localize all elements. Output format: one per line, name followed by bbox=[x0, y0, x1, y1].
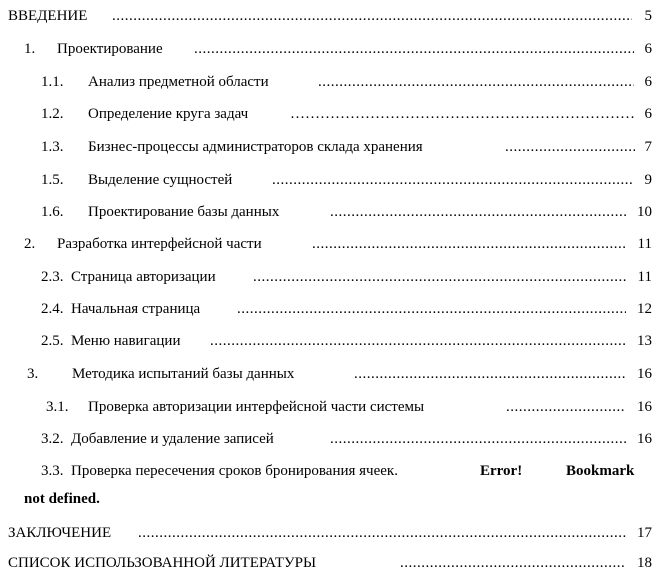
toc-leader-dots bbox=[312, 232, 626, 256]
toc-entry-s1-2[interactable] bbox=[0, 102, 666, 126]
toc-entry-title: Проверка авторизации интерфейсной части системы bbox=[88, 399, 425, 415]
toc-entry-page: 11 bbox=[637, 269, 652, 285]
toc-leader-dots bbox=[210, 329, 626, 353]
toc-leader-dots bbox=[330, 427, 626, 451]
toc-entry-s3[interactable] bbox=[0, 362, 666, 386]
toc-entry-page: 16 bbox=[637, 431, 652, 447]
toc-entry-number: 3.1. bbox=[46, 399, 69, 415]
bookmark-error-text: Bookmark bbox=[566, 463, 635, 479]
toc-entry-s1-5[interactable] bbox=[0, 168, 666, 192]
toc-entry-number: 1.5. bbox=[41, 172, 64, 188]
toc-entry-page: 11 bbox=[637, 236, 652, 252]
toc-entry-page: 16 bbox=[637, 366, 652, 382]
toc-entry-s3-3-continued bbox=[0, 487, 666, 511]
toc-entry-title: Меню навигации bbox=[71, 333, 181, 349]
toc-entry-number: 3.3. bbox=[41, 463, 64, 479]
toc-entry-s1-6[interactable] bbox=[0, 200, 666, 224]
toc-leader-dots bbox=[354, 362, 626, 386]
toc-entry-title: Выделение сущностей bbox=[88, 172, 233, 188]
toc-entry-title: Бизнес-процессы администраторов склада хранения bbox=[88, 139, 423, 155]
bookmark-error-text: Error! bbox=[480, 463, 523, 479]
toc-entry-title: Определение круга задач bbox=[88, 106, 249, 122]
toc-entry-number: 2. bbox=[24, 236, 36, 252]
toc-entry-s2-5[interactable] bbox=[0, 329, 666, 353]
toc-entry-intro[interactable] bbox=[0, 4, 666, 28]
toc-entry-page: 6 bbox=[644, 106, 652, 122]
toc-entry-number: 1.3. bbox=[41, 139, 64, 155]
toc-leader-dots bbox=[330, 200, 626, 224]
toc-entry-s3-3[interactable] bbox=[0, 459, 666, 483]
toc-entry-title: Проектирование базы данных bbox=[88, 204, 280, 220]
toc-entry-page: 5 bbox=[644, 8, 652, 24]
toc-leader-dots bbox=[318, 70, 634, 94]
toc-entry-s1-1[interactable] bbox=[0, 70, 666, 94]
toc-entry-title: Добавление и удаление записей bbox=[71, 431, 274, 447]
toc-entry-page: 9 bbox=[644, 172, 652, 188]
toc-entry-title: ЗАКЛЮЧЕНИЕ bbox=[8, 525, 112, 541]
toc-entry-number: 2.4. bbox=[41, 301, 64, 317]
toc-entry-title: СПИСОК ИСПОЛЬЗОВАННОЙ ЛИТЕРАТУРЫ bbox=[8, 555, 317, 571]
toc-entry-page: 10 bbox=[637, 204, 652, 220]
toc-entry-number: 3. bbox=[27, 366, 39, 382]
toc-entry-page: 13 bbox=[637, 333, 652, 349]
toc-entry-title: Анализ предметной области bbox=[88, 74, 269, 90]
toc-entry-number: 2.3. bbox=[41, 269, 64, 285]
toc-entry-number: 1.2. bbox=[41, 106, 64, 122]
toc-entry-number: 2.5. bbox=[41, 333, 64, 349]
toc-entry-s2-4[interactable] bbox=[0, 297, 666, 321]
toc-leader-dots bbox=[194, 37, 634, 61]
toc-entry-s3-1[interactable] bbox=[0, 395, 666, 419]
toc-leader-dots bbox=[272, 168, 634, 192]
toc-entry-title: Начальная страница bbox=[71, 301, 201, 317]
toc-entry-s2-3[interactable] bbox=[0, 265, 666, 289]
toc-leader-dots bbox=[290, 102, 634, 126]
toc-entry-title: Проверка пересечения сроков бронирования ячеек. bbox=[71, 463, 398, 479]
toc-entry-page: 6 bbox=[644, 74, 652, 90]
toc-leader-dots bbox=[400, 551, 626, 575]
toc-leader-dots bbox=[505, 135, 635, 159]
toc-entry-page: 7 bbox=[644, 139, 652, 155]
toc-entry-page: 16 bbox=[637, 399, 652, 415]
toc-entry-title: Разработка интерфейсной части bbox=[57, 236, 262, 252]
toc-entry-s2[interactable] bbox=[0, 232, 666, 256]
toc-entry-title: ВВЕДЕНИЕ bbox=[8, 8, 88, 24]
toc-entry-s1[interactable] bbox=[0, 37, 666, 61]
toc-entry-number: 1. bbox=[24, 41, 36, 57]
toc-entry-title: Страница авторизации bbox=[71, 269, 216, 285]
toc-entry-number: 3.2. bbox=[41, 431, 64, 447]
toc-entry-s1-3[interactable] bbox=[0, 135, 666, 159]
toc-leader-dots bbox=[112, 4, 632, 28]
toc-leader-dots bbox=[253, 265, 626, 289]
toc-entry-page: 6 bbox=[644, 41, 652, 57]
toc-entry-title: Методика испытаний базы данных bbox=[72, 366, 295, 382]
toc-entry-conclusion[interactable] bbox=[0, 521, 666, 545]
toc-entry-page: 12 bbox=[637, 301, 652, 317]
bookmark-error-text: not defined. bbox=[24, 491, 100, 507]
toc-leader-dots bbox=[138, 521, 626, 545]
toc-entry-references[interactable] bbox=[0, 551, 666, 575]
toc-entry-number: 1.1. bbox=[41, 74, 64, 90]
toc-entry-title: Проектирование bbox=[57, 41, 163, 57]
toc-entry-page: 17 bbox=[637, 525, 652, 541]
toc-entry-page: 18 bbox=[637, 555, 652, 571]
toc-entry-number: 1.6. bbox=[41, 204, 64, 220]
toc-leader-dots bbox=[237, 297, 626, 321]
toc-leader-dots bbox=[506, 395, 626, 419]
toc-entry-s3-2[interactable] bbox=[0, 427, 666, 451]
